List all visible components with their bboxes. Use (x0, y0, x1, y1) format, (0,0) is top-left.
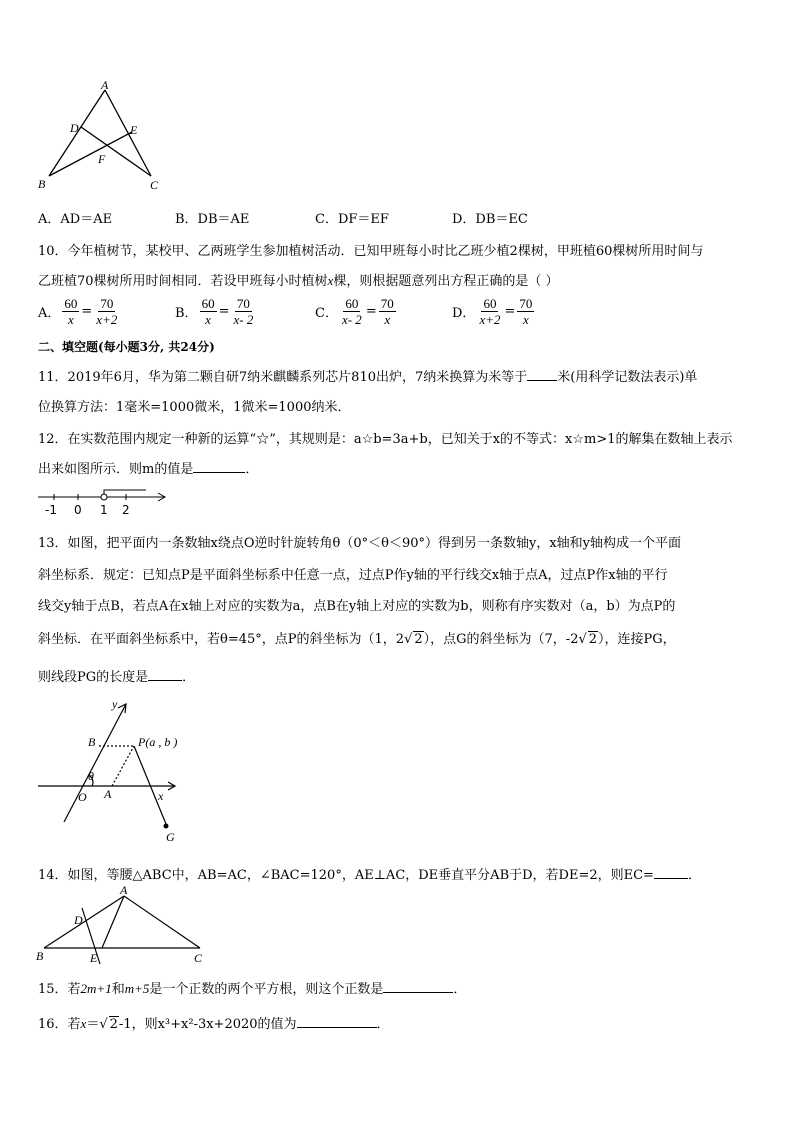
q9-option-d[interactable]: D．DB＝EC (452, 212, 528, 227)
label-O: O (78, 790, 87, 804)
q12-text-line2: 出来如图所示．则m的值是 ． (38, 462, 259, 477)
q10-text-line1: 10．今年植树节，某校甲、乙两班学生参加植树活动．已知甲班每小时比乙班少植2棵树，甲班植60棵树所用时间与 (38, 244, 704, 259)
q10-option-c[interactable]: C． $\frac{60}{x- 2}$ = $\frac{70}{x}$ (315, 296, 394, 327)
q16-answer-blank[interactable] (297, 1015, 377, 1028)
q11-text-line1: 11．2019年6月，华为第二颗自研7纳米麒麟系列芯片810出炉，7纳米换算为米等于 米(用科学记数法表示)单 (38, 370, 698, 385)
q11-answer-blank[interactable] (527, 368, 557, 381)
isosceles-triangle-figure-q14 (34, 884, 209, 966)
q13-text-line3: 线交y轴于点B，若点A在x轴上对应的实数为a，点B在y轴上对应的实数为b，则称有序实数对（a，b）为点P的 (38, 599, 676, 614)
label-A: A (104, 787, 112, 801)
label-A: A (101, 80, 109, 92)
q10-text-line2: 乙班植70棵树所用时间相同．若设甲班每小时植树x棵，则根据题意列出方程正确的是（ ） (38, 273, 559, 289)
tick-label-0: 0 (74, 503, 82, 517)
label-E: E (90, 951, 98, 965)
label-x: x (158, 789, 164, 803)
q13-text-line5: 则线段PG的长度是 ． (38, 670, 196, 685)
section-heading-fill-blank: 二、填空题(每小题3分, 共24分) (38, 340, 215, 354)
label-F: F (98, 152, 106, 166)
label-G: G (166, 830, 175, 844)
q12-answer-blank[interactable] (193, 460, 245, 473)
tick-label-neg1: -1 (45, 503, 57, 517)
label-E: E (130, 123, 138, 137)
q15-text: 15．若2m+1和m+5是一个正数的两个平方根，则这个正数是 ． (38, 981, 467, 997)
q16-text: 16．若x＝√ 2-1，则x³+x²-3x+2020的值为 ． (38, 1016, 390, 1032)
label-C: C (150, 178, 159, 192)
q15-answer-blank[interactable] (383, 980, 453, 993)
triangle-figure-q9 (35, 80, 165, 192)
label-A: A (120, 884, 128, 897)
label-theta: θ (88, 769, 94, 783)
label-D: D (74, 913, 83, 927)
q10-option-a[interactable]: A． $\frac{60}{x}$ = $\frac{70}{x+2}$ (38, 296, 118, 327)
q13-text-line1: 13．如图，把平面内一条数轴x绕点O逆时针旋转角θ（0°＜θ＜90°）得到另一条数轴y，x轴和y轴构成一个平面 (38, 536, 682, 551)
label-B: B (38, 177, 46, 191)
tick-label-2: 2 (122, 503, 130, 517)
q10-option-b[interactable]: B． $\frac{60}{x}$ = $\frac{70}{x- 2}$ (175, 296, 254, 327)
q9-option-b[interactable]: B．DB＝AE (175, 212, 250, 227)
q13-text-line2: 斜坐标系．规定：已知点P是平面斜坐标系中任意一点，过点P作y轴的平行线交x轴于点A，过点P作x轴的平行 (38, 568, 668, 583)
label-y: y (112, 697, 118, 711)
q12-text-line1: 12．在实数范围内规定一种新的运算“☆”，其规则是：a☆b=3a+b，已知关于x的不等式：x☆m>1的解集在数轴上表示 (38, 432, 733, 447)
oblique-axes-figure-q13 (34, 694, 194, 844)
q13-text-line4: 斜坐标．在平面斜坐标系中，若θ=45°，点P的斜坐标为（1，2√ 2），点G的斜坐标为（7，-2√ 2），连接PG， (38, 632, 676, 647)
tick-label-1: 1 (100, 503, 108, 517)
label-B: B (36, 949, 44, 963)
label-P: P(a , b ) (138, 735, 178, 749)
label-D: D (70, 121, 79, 135)
label-C: C (194, 951, 203, 965)
q9-option-c[interactable]: C．DF＝EF (315, 212, 389, 227)
q11-text-line2: 位换算方法：1毫米=1000微米，1微米=1000纳米． (38, 400, 351, 415)
q10-option-d[interactable]: D． $\frac{60}{x+2}$ = $\frac{70}{x}$ (452, 296, 533, 327)
q13-answer-blank[interactable] (148, 668, 182, 681)
label-B: B (88, 735, 96, 749)
q14-text-line1: 14．如图，等腰△ABC中，AB=AC，∠BAC=120°，AE⊥AC，DE垂直平分AB于D，若DE=2，则EC= ． (38, 868, 701, 883)
q14-answer-blank[interactable] (654, 866, 688, 879)
number-line-q12 (36, 486, 176, 518)
q9-option-a[interactable]: A．AD＝AE (38, 212, 113, 227)
